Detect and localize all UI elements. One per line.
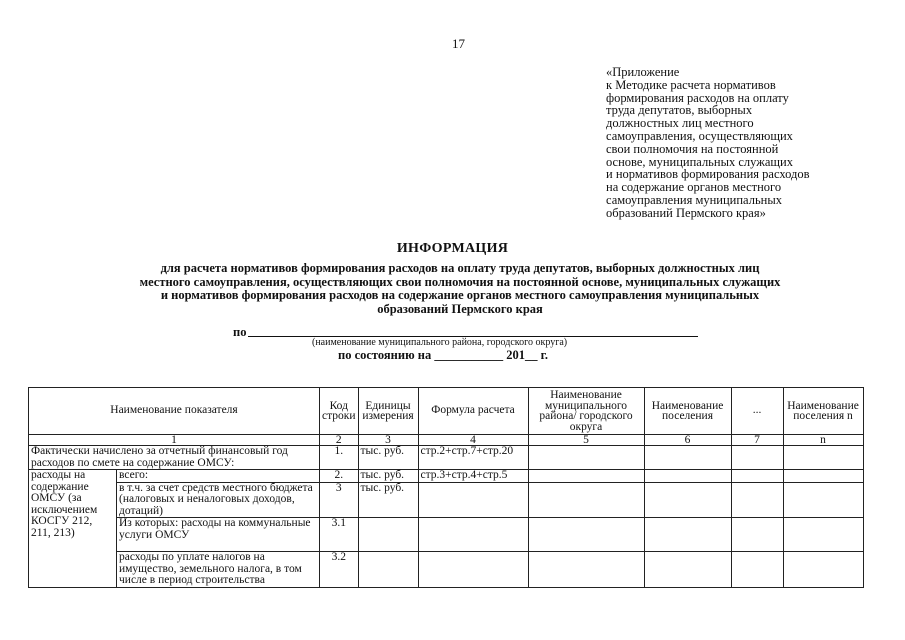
row-3-settlement-n-value[interactable] <box>783 482 863 518</box>
row-3-2-code: 3.2 <box>320 552 359 588</box>
expense-group-label: расходы на содержание ОМСУ (за исключением КОСГУ 212, 211, 213) <box>29 470 117 588</box>
row-2-district-value[interactable] <box>528 470 644 483</box>
column-number: 7 <box>731 435 783 446</box>
row-1-code: 1. <box>320 446 359 470</box>
row-1-settlement-n-value[interactable] <box>783 446 863 470</box>
row-2-units: тыс. руб. <box>358 470 418 483</box>
document-subtitle <box>60 262 860 316</box>
row-3-1-units <box>358 518 418 552</box>
appendix-line: самоуправления муниципальных <box>606 192 782 207</box>
row-3-2-ellipsis-value[interactable] <box>731 552 783 588</box>
row-2-code: 2. <box>320 470 359 483</box>
subtitle-line: образований Пермского края <box>377 301 543 316</box>
row-3-1-settlement-value[interactable] <box>644 518 731 552</box>
row-3-1-formula <box>418 518 528 552</box>
appendix-line: образований Пермского края» <box>606 205 766 220</box>
as-of-date-line: по состоянию на ___________ 201__ г. <box>338 348 548 362</box>
appendix-line: «Приложение <box>606 65 680 79</box>
header-settlement: Наименование поселения <box>644 388 731 435</box>
subtitle-line: и нормативов формирования расходов на содержание органов местного самоуправления муниципальных <box>160 288 760 302</box>
row-1-ellipsis-value[interactable] <box>731 446 783 470</box>
row-2-settlement-n-value[interactable] <box>783 470 863 483</box>
row-3-1-district-value[interactable] <box>528 518 644 552</box>
row-3-units: тыс. руб. <box>358 482 418 518</box>
row-2-ellipsis-value[interactable] <box>731 470 783 483</box>
column-number: 3 <box>358 435 418 446</box>
column-numbers-row <box>29 435 864 446</box>
subtitle-line: местного самоуправления, осуществляющих свои полномочия на постоянной основе, муниципальных служащих <box>139 274 781 289</box>
row-3-2-units <box>358 552 418 588</box>
row-1-settlement-value[interactable] <box>644 446 731 470</box>
row-3-code: 3 <box>320 482 359 518</box>
appendix-line: основе, муниципальных служащих <box>606 154 793 169</box>
document-title: ИНФОРМАЦИЯ <box>396 241 509 256</box>
row-3-ellipsis-value[interactable] <box>731 482 783 518</box>
column-number: n <box>783 435 863 446</box>
row-2-formula: стр.3+стр.4+стр.5 <box>418 470 528 483</box>
row-3-name: в т.ч. за счет средств местного бюджета (налоговых и неналоговых доходов, дотаций) <box>117 482 320 518</box>
row-3-settlement-value[interactable] <box>644 482 731 518</box>
header-settlement-n: Наименование поселения n <box>783 388 863 435</box>
header-formula: Формула расчета <box>418 388 528 435</box>
subtitle-line: для расчета нормативов формирования расходов на оплату труда депутатов, выборных должностных лиц <box>160 261 760 275</box>
header-units: Единицы измерения <box>358 388 418 435</box>
table-row <box>29 446 864 470</box>
column-number: 5 <box>528 435 644 446</box>
row-3-2-name: расходы по уплате налогов на имущество, земельного налога, в том числе в период строительства <box>117 552 320 588</box>
row-1-name: Фактически начислено за отчетный финансовый год расходов по смете на содержание ОМСУ: <box>29 446 320 470</box>
page-number: 17 <box>452 36 465 51</box>
appendix-line: на содержание органов местного <box>606 180 782 195</box>
appendix-line: самоуправления, осуществляющих <box>606 128 793 143</box>
indicators-table <box>28 387 864 588</box>
row-1-district-value[interactable] <box>528 446 644 470</box>
row-3-2-district-value[interactable] <box>528 552 644 588</box>
row-3-2-formula <box>418 552 528 588</box>
row-1-formula: стр.2+стр.7+стр.20 <box>418 446 528 470</box>
table-header-row <box>29 388 864 435</box>
row-3-2-settlement-value[interactable] <box>644 552 731 588</box>
table-row <box>29 482 864 518</box>
po-label: по <box>233 325 247 339</box>
header-district: Наименование муниципального района/ городского округа <box>528 388 644 435</box>
row-3-2-settlement-n-value[interactable] <box>783 552 863 588</box>
table-row <box>29 470 864 483</box>
column-number: 1 <box>29 435 320 446</box>
table-row <box>29 552 864 588</box>
header-ellipsis: ... <box>731 388 783 435</box>
header-indicator-name: Наименование показателя <box>29 388 320 435</box>
appendix-line: труда депутатов, выборных <box>606 103 753 118</box>
row-3-1-ellipsis-value[interactable] <box>731 518 783 552</box>
row-3-district-value[interactable] <box>528 482 644 518</box>
row-1-units: тыс. руб. <box>358 446 418 470</box>
row-2-settlement-value[interactable] <box>644 470 731 483</box>
appendix-note <box>606 66 896 220</box>
row-3-1-name: Из которых: расходы на коммунальные услуги ОМСУ <box>117 518 320 552</box>
column-number: 4 <box>418 435 528 446</box>
row-2-name: всего: <box>117 470 320 483</box>
appendix-line: к Методике расчета нормативов <box>606 77 776 92</box>
appendix-line: формирования расходов на оплату <box>606 90 789 105</box>
row-3-formula <box>418 482 528 518</box>
header-row-code: Код строки <box>320 388 359 435</box>
column-number: 6 <box>644 435 731 446</box>
appendix-line: должностных лиц местного <box>606 116 754 131</box>
appendix-line: и нормативов формирования расходов <box>606 167 810 182</box>
appendix-line: свои полномочия на постоянной <box>606 141 779 156</box>
table-row <box>29 518 864 552</box>
row-3-1-settlement-n-value[interactable] <box>783 518 863 552</box>
row-3-1-code: 3.1 <box>320 518 359 552</box>
column-number: 2 <box>320 435 359 446</box>
municipality-field-caption: (наименование муниципального района, городского округа) <box>312 337 568 348</box>
